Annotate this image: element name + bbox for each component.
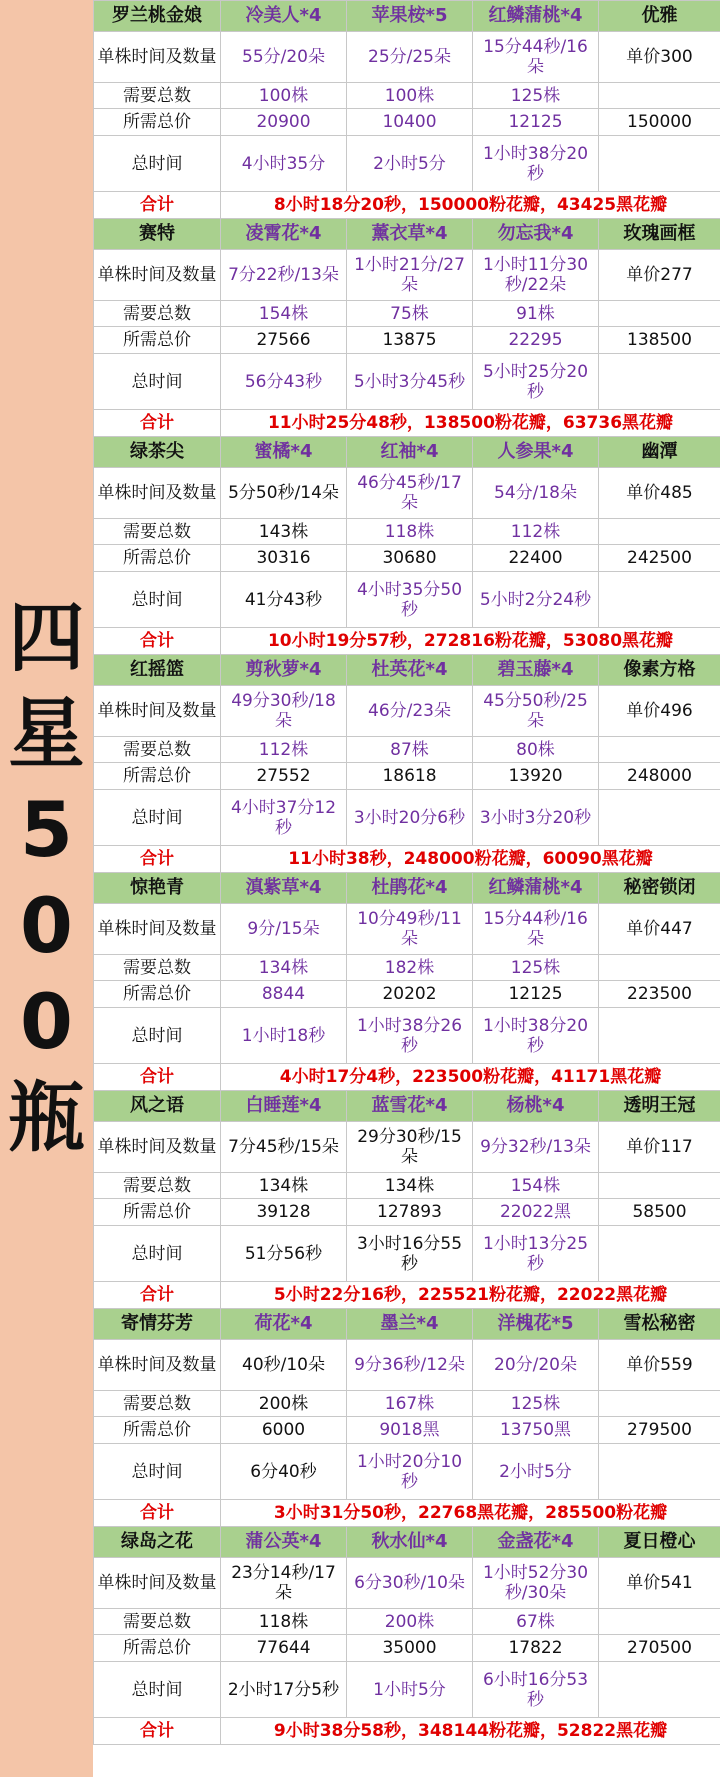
value-cell: 单价496 [599,686,720,737]
flower-name: 碧玉藤*4 [473,655,599,686]
side-title-char: 星 [8,689,85,778]
row-time-qty [94,1558,720,1609]
set-name: 红摇篮 [94,655,221,686]
row-need [94,1391,720,1417]
value-cell: 单价485 [599,468,720,519]
value-cell: 9018黑 [347,1417,473,1444]
flower-name: 红袖*4 [347,437,473,468]
value-cell: 4小时35分 [221,136,347,192]
row-time [94,354,720,410]
row-need [94,1173,720,1199]
value-cell: 150000 [599,109,720,136]
value-cell: 27552 [221,763,347,790]
value-cell: 17822 [473,1635,599,1662]
section-header-row [94,1,720,32]
total-value: 10小时19分57秒，272816粉花瓣，53080黑花瓣 [221,628,720,655]
value-cell: 5小时25分20秒 [473,354,599,410]
row-label: 总时间 [94,136,221,192]
value-cell: 8844 [221,981,347,1008]
row-label: 所需总价 [94,545,221,572]
set-name: 寄情芬芳 [94,1309,221,1340]
value-cell: 27566 [221,327,347,354]
section-header-row [94,1309,720,1340]
total-label: 合计 [94,846,221,873]
value-cell: 22295 [473,327,599,354]
flower-name: 人参果*4 [473,437,599,468]
side-title-char: 5 [20,785,73,874]
value-cell: 9分/15朵 [221,904,347,955]
value-cell: 4小时37分12秒 [221,790,347,846]
value-cell: 3小时3分20秒 [473,790,599,846]
flower-name: 勿忘我*4 [473,219,599,250]
total-value: 11小时25分48秒，138500粉花瓣，63736黑花瓣 [221,410,720,437]
value-cell [599,1226,720,1282]
total-row [94,628,720,655]
value-cell: 单价447 [599,904,720,955]
value-cell: 9分32秒/13朵 [473,1122,599,1173]
value-cell: 单价541 [599,1558,720,1609]
reward-name: 幽潭 [599,437,720,468]
row-time-qty [94,904,720,955]
value-cell [599,1391,720,1417]
value-cell: 118株 [347,519,473,545]
value-cell: 143株 [221,519,347,545]
value-cell: 10400 [347,109,473,136]
value-cell: 125株 [473,1391,599,1417]
flower-name: 金盏花*4 [473,1527,599,1558]
value-cell: 112株 [221,737,347,763]
value-cell: 12125 [473,109,599,136]
value-cell: 13875 [347,327,473,354]
total-value: 8小时18分20秒，150000粉花瓣，43425黑花瓣 [221,192,720,219]
flower-cost-table [93,0,720,1745]
row-time [94,1008,720,1064]
flower-name: 蒲公英*4 [221,1527,347,1558]
row-time [94,572,720,628]
value-cell: 75株 [347,301,473,327]
row-need [94,1609,720,1635]
row-price [94,763,720,790]
total-label: 合计 [94,192,221,219]
reward-name: 透明王冠 [599,1091,720,1122]
value-cell [599,1609,720,1635]
total-value: 4小时17分4秒，223500粉花瓣，41171黑花瓣 [221,1064,720,1091]
value-cell: 30316 [221,545,347,572]
value-cell: 3小时16分55秒 [347,1226,473,1282]
row-time-qty [94,32,720,83]
value-cell: 9分36秒/12朵 [347,1340,473,1391]
value-cell: 87株 [347,737,473,763]
value-cell: 20900 [221,109,347,136]
row-price [94,109,720,136]
side-title-char: 0 [20,977,73,1066]
row-label: 所需总价 [94,981,221,1008]
value-cell: 77644 [221,1635,347,1662]
section-header-row [94,1091,720,1122]
value-cell: 270500 [599,1635,720,1662]
row-time-qty [94,250,720,301]
value-cell: 200株 [347,1609,473,1635]
flower-name: 红鳞蒲桃*4 [473,873,599,904]
value-cell: 40秒/10朵 [221,1340,347,1391]
value-cell: 单价559 [599,1340,720,1391]
section-header-row [94,655,720,686]
value-cell: 7分45秒/15朵 [221,1122,347,1173]
row-label: 所需总价 [94,1417,221,1444]
row-label: 总时间 [94,1008,221,1064]
value-cell [599,1662,720,1718]
row-time [94,1444,720,1500]
value-cell: 5小时3分45秒 [347,354,473,410]
row-label: 总时间 [94,1662,221,1718]
section-header-row [94,1527,720,1558]
row-price [94,545,720,572]
total-label: 合计 [94,628,221,655]
value-cell [599,136,720,192]
row-label: 所需总价 [94,1635,221,1662]
side-title-char: 瓶 [8,1073,85,1162]
value-cell: 91株 [473,301,599,327]
value-cell: 6分30秒/10朵 [347,1558,473,1609]
value-cell: 单价277 [599,250,720,301]
total-label: 合计 [94,1718,221,1745]
set-name: 风之语 [94,1091,221,1122]
value-cell: 3小时20分6秒 [347,790,473,846]
set-name: 绿茶尖 [94,437,221,468]
flower-name: 秋水仙*4 [347,1527,473,1558]
value-cell: 10分49秒/11朵 [347,904,473,955]
value-cell: 56分43秒 [221,354,347,410]
value-cell: 5小时2分24秒 [473,572,599,628]
row-price [94,327,720,354]
row-label: 需要总数 [94,1609,221,1635]
total-value: 5小时22分16秒，225521粉花瓣，22022黑花瓣 [221,1282,720,1309]
total-value: 11小时38秒，248000粉花瓣，60090黑花瓣 [221,846,720,873]
value-cell: 125株 [473,83,599,109]
reward-name: 像素方格 [599,655,720,686]
value-cell [599,572,720,628]
value-cell: 2小时5分 [347,136,473,192]
row-need [94,301,720,327]
value-cell: 51分56秒 [221,1226,347,1282]
flower-name: 杜英花*4 [347,655,473,686]
flower-name: 薰衣草*4 [347,219,473,250]
value-cell: 15分44秒/16朵 [473,904,599,955]
total-row [94,1282,720,1309]
total-value: 9小时38分58秒，348144粉花瓣，52822黑花瓣 [221,1718,720,1745]
section-header-row [94,437,720,468]
value-cell: 5分50秒/14朵 [221,468,347,519]
value-cell: 58500 [599,1199,720,1226]
flower-name: 红鳞蒲桃*4 [473,1,599,32]
value-cell: 30680 [347,545,473,572]
row-price [94,1417,720,1444]
value-cell: 13920 [473,763,599,790]
value-cell: 单价300 [599,32,720,83]
row-label: 需要总数 [94,519,221,545]
row-label: 总时间 [94,354,221,410]
set-name: 绿岛之花 [94,1527,221,1558]
flower-name: 蜜橘*4 [221,437,347,468]
row-label: 单株时间及数量 [94,1558,221,1609]
value-cell [599,790,720,846]
value-cell: 49分30秒/18朵 [221,686,347,737]
value-cell: 35000 [347,1635,473,1662]
value-cell: 279500 [599,1417,720,1444]
value-cell: 1小时38分26秒 [347,1008,473,1064]
value-cell: 138500 [599,327,720,354]
value-cell: 6000 [221,1417,347,1444]
row-label: 需要总数 [94,301,221,327]
row-label: 单株时间及数量 [94,468,221,519]
value-cell: 41分43秒 [221,572,347,628]
reward-name: 夏日橙心 [599,1527,720,1558]
value-cell: 1小时13分25秒 [473,1226,599,1282]
reward-name: 优雅 [599,1,720,32]
value-cell: 46分45秒/17朵 [347,468,473,519]
row-time [94,1226,720,1282]
value-cell: 167株 [347,1391,473,1417]
value-cell: 单价117 [599,1122,720,1173]
value-cell: 20202 [347,981,473,1008]
total-value: 3小时31分50秒，22768黑花瓣，285500粉花瓣 [221,1500,720,1527]
value-cell [599,1173,720,1199]
value-cell: 55分/20朵 [221,32,347,83]
row-label: 总时间 [94,1226,221,1282]
value-cell: 4小时35分50秒 [347,572,473,628]
set-name: 罗兰桃金娘 [94,1,221,32]
value-cell: 182株 [347,955,473,981]
value-cell: 154株 [473,1173,599,1199]
set-name: 赛特 [94,219,221,250]
value-cell: 112株 [473,519,599,545]
value-cell: 1小时11分30秒/22朵 [473,250,599,301]
flower-name: 墨兰*4 [347,1309,473,1340]
side-banner [0,0,93,1777]
value-cell: 67株 [473,1609,599,1635]
total-row [94,1064,720,1091]
value-cell: 134株 [221,1173,347,1199]
value-cell: 1小时38分20秒 [473,136,599,192]
flower-name: 苹果桉*5 [347,1,473,32]
value-cell: 45分50秒/25朵 [473,686,599,737]
value-cell: 2小时17分5秒 [221,1662,347,1718]
flower-name: 杨桃*4 [473,1091,599,1122]
value-cell: 6分40秒 [221,1444,347,1500]
reward-name: 玫瑰画框 [599,219,720,250]
value-cell: 15分44秒/16朵 [473,32,599,83]
section-header-row [94,219,720,250]
value-cell: 125株 [473,955,599,981]
row-price [94,981,720,1008]
value-cell: 80株 [473,737,599,763]
section-header-row [94,873,720,904]
value-cell: 100株 [221,83,347,109]
row-label: 需要总数 [94,83,221,109]
row-time [94,1662,720,1718]
value-cell: 13750黑 [473,1417,599,1444]
side-title-char: 0 [20,881,73,970]
value-cell: 242500 [599,545,720,572]
flower-name: 滇紫草*4 [221,873,347,904]
row-label: 需要总数 [94,737,221,763]
value-cell: 39128 [221,1199,347,1226]
row-label: 单株时间及数量 [94,250,221,301]
value-cell: 7分22秒/13朵 [221,250,347,301]
flower-name: 荷花*4 [221,1309,347,1340]
value-cell: 100株 [347,83,473,109]
flower-name: 凌霄花*4 [221,219,347,250]
total-row [94,1718,720,1745]
value-cell: 20分/20朵 [473,1340,599,1391]
row-label: 需要总数 [94,955,221,981]
total-row [94,1500,720,1527]
value-cell: 29分30秒/15朵 [347,1122,473,1173]
value-cell [599,301,720,327]
row-need [94,737,720,763]
row-label: 所需总价 [94,1199,221,1226]
row-time [94,790,720,846]
value-cell: 154株 [221,301,347,327]
row-label: 单株时间及数量 [94,904,221,955]
total-label: 合计 [94,1282,221,1309]
row-time-qty [94,1340,720,1391]
value-cell [599,354,720,410]
value-cell [599,519,720,545]
side-title-char: 四 [8,593,85,682]
total-label: 合计 [94,1500,221,1527]
row-time-qty [94,468,720,519]
row-price [94,1199,720,1226]
value-cell: 2小时5分 [473,1444,599,1500]
row-time [94,136,720,192]
row-label: 总时间 [94,1444,221,1500]
value-cell: 127893 [347,1199,473,1226]
value-cell: 1小时52分30秒/30朵 [473,1558,599,1609]
reward-name: 秘密锁闭 [599,873,720,904]
value-cell: 22022黑 [473,1199,599,1226]
value-cell: 118株 [221,1609,347,1635]
value-cell: 46分/23朵 [347,686,473,737]
flower-name: 洋槐花*5 [473,1309,599,1340]
value-cell: 25分/25朵 [347,32,473,83]
row-time-qty [94,1122,720,1173]
value-cell [599,1008,720,1064]
set-name: 惊艳青 [94,873,221,904]
flower-name: 冷美人*4 [221,1,347,32]
row-label: 需要总数 [94,1391,221,1417]
row-label: 需要总数 [94,1173,221,1199]
row-label: 单株时间及数量 [94,1122,221,1173]
row-price [94,1635,720,1662]
value-cell: 1小时5分 [347,1662,473,1718]
value-cell [599,737,720,763]
value-cell: 22400 [473,545,599,572]
flower-name: 白睡莲*4 [221,1091,347,1122]
row-need [94,955,720,981]
side-title [0,590,93,1166]
value-cell: 1小时38分20秒 [473,1008,599,1064]
value-cell: 18618 [347,763,473,790]
value-cell: 12125 [473,981,599,1008]
value-cell [599,1444,720,1500]
value-cell: 23分14秒/17朵 [221,1558,347,1609]
total-row [94,846,720,873]
flower-name: 蓝雪花*4 [347,1091,473,1122]
value-cell [599,83,720,109]
flower-name: 剪秋萝*4 [221,655,347,686]
total-label: 合计 [94,1064,221,1091]
value-cell: 248000 [599,763,720,790]
row-label: 所需总价 [94,327,221,354]
row-time-qty [94,686,720,737]
value-cell [599,955,720,981]
total-label: 合计 [94,410,221,437]
value-cell: 223500 [599,981,720,1008]
row-label: 所需总价 [94,109,221,136]
reward-name: 雪松秘密 [599,1309,720,1340]
row-label: 总时间 [94,572,221,628]
row-need [94,519,720,545]
value-cell: 6小时16分53秒 [473,1662,599,1718]
row-label: 总时间 [94,790,221,846]
row-label: 单株时间及数量 [94,1340,221,1391]
value-cell: 200株 [221,1391,347,1417]
value-cell: 134株 [347,1173,473,1199]
value-cell: 1小时20分10秒 [347,1444,473,1500]
total-row [94,192,720,219]
total-row [94,410,720,437]
value-cell: 54分/18朵 [473,468,599,519]
value-cell: 1小时21分/27朵 [347,250,473,301]
flower-name: 杜鹃花*4 [347,873,473,904]
row-label: 单株时间及数量 [94,32,221,83]
row-label: 所需总价 [94,763,221,790]
row-label: 单株时间及数量 [94,686,221,737]
value-cell: 134株 [221,955,347,981]
value-cell: 1小时18秒 [221,1008,347,1064]
row-need [94,83,720,109]
